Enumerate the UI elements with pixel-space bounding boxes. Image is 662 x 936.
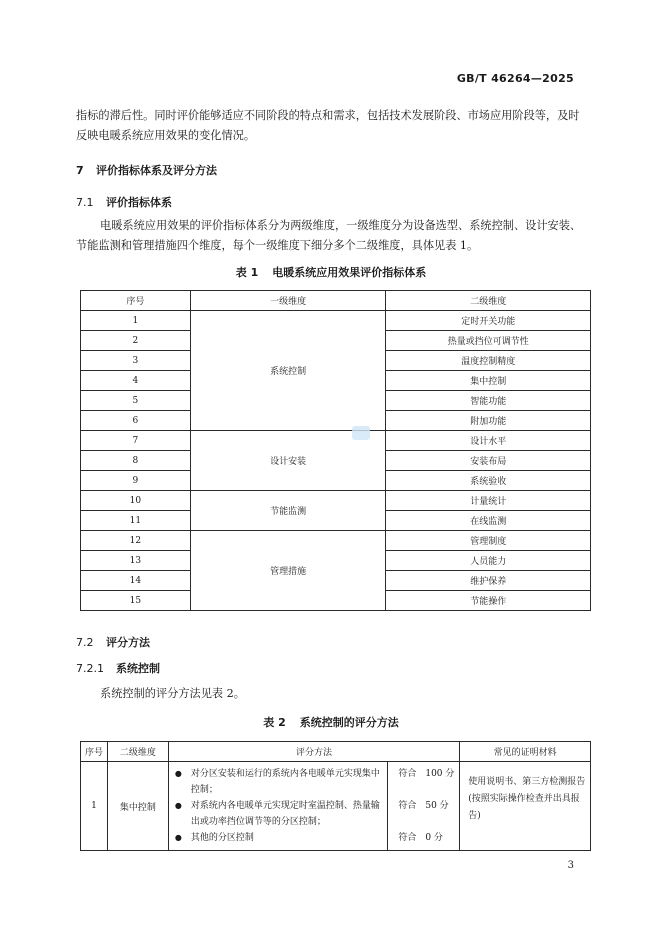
- section-title: 评价指标体系: [106, 196, 172, 209]
- caption-title: 电暖系统应用效果评价指标体系: [272, 266, 427, 279]
- second-dimension-cell: 安装布局: [386, 451, 591, 471]
- section-number: 7.2: [76, 636, 94, 649]
- header-cell: 序号: [81, 291, 191, 311]
- row-number: 3: [81, 351, 191, 371]
- second-dimension-cell: 定时开关功能: [386, 311, 591, 331]
- first-dimension-cell: 系统控制: [190, 311, 386, 431]
- section-7-2-heading: [76, 634, 150, 650]
- caption-number: 表 2: [263, 716, 286, 729]
- header-cell: 二级维度: [386, 291, 591, 311]
- caption-title: 系统控制的评分方法: [299, 716, 399, 729]
- table-2-caption: [76, 714, 586, 730]
- method-cell: [168, 762, 388, 851]
- row-number: 6: [81, 411, 191, 431]
- score-cell: [388, 762, 460, 851]
- second-dimension-cell: 在线监测: [386, 511, 591, 531]
- second-dimension-cell: 设计水平: [386, 431, 591, 451]
- row-number: 14: [81, 571, 191, 591]
- first-dimension-cell: 节能监测: [190, 491, 386, 531]
- second-dimension-cell: 节能操作: [386, 591, 591, 611]
- header-cell: 一级维度: [190, 291, 386, 311]
- section-7-2-1-heading: [76, 660, 160, 676]
- header-cell: 常见的证明材料: [460, 742, 591, 762]
- table-1: [80, 290, 591, 611]
- row-number: 8: [81, 451, 191, 471]
- section-7-heading: [76, 162, 217, 178]
- section-number: 7: [76, 164, 84, 177]
- section-title: 评分方法: [106, 636, 150, 649]
- section-number: 7.1: [76, 196, 94, 209]
- row-number: 7: [81, 431, 191, 451]
- row-number: 13: [81, 551, 191, 571]
- row-number: 9: [81, 471, 191, 491]
- standard-number: GB/T 46264—2025: [456, 72, 574, 85]
- intro-paragraph: 指标的滞后性。同时评价能够适应不同阶段的特点和需求，包括技术发展阶段、市场应用阶段等，及时反映电暖系统应用效果的变化情况。: [76, 109, 580, 142]
- second-dimension-cell: 管理制度: [386, 531, 591, 551]
- evidence-cell: 使用说明书、第三方检测报告(按照实际操作检查并出具报告): [460, 762, 591, 851]
- section-number: 7.2.1: [76, 662, 104, 675]
- first-dimension-cell: 管理措施: [190, 531, 386, 611]
- caption-number: 表 1: [235, 266, 259, 279]
- method-text: 其他的分区控制: [190, 833, 254, 843]
- header-cell: 序号: [81, 742, 108, 762]
- watermark-logo: [352, 426, 370, 440]
- row-number: 10: [81, 491, 191, 511]
- score-text: 符合 100 分: [398, 769, 455, 779]
- second-dimension-cell: 温度控制精度: [386, 351, 591, 371]
- table-row: [81, 762, 591, 851]
- second-dimension-cell: 计量统计: [386, 491, 591, 511]
- table-row: [81, 431, 591, 451]
- section-7-2-1-paragraph: 系统控制的评分方法见表 2。: [100, 687, 245, 700]
- table-1-caption: [76, 264, 586, 280]
- method-item: [175, 798, 384, 830]
- row-number: 1: [81, 762, 108, 851]
- row-number: 2: [81, 331, 191, 351]
- second-dimension-cell: 附加功能: [386, 411, 591, 431]
- bullet-icon: ●: [174, 769, 182, 778]
- second-dimension-cell: 智能功能: [386, 391, 591, 411]
- table-header-row: [81, 291, 591, 311]
- second-dimension-cell: 系统验收: [386, 471, 591, 491]
- section-7-1-paragraph: 电暖系统应用效果的评价指标体系分为两级维度，一级维度分为设备选型、系统控制、设计安装、节能监测和管理措施四个维度，每个一级维度下细分多个二级维度，具体见表 1。: [76, 219, 582, 252]
- method-text: 对分区安装和运行的系统内各电暖单元实现集中控制；: [190, 769, 380, 795]
- row-number: 4: [81, 371, 191, 391]
- table-row: [81, 531, 591, 551]
- second-dimension-cell: 热量或挡位可调节性: [386, 331, 591, 351]
- section-7-1-heading: [76, 194, 172, 210]
- score-text: 符合 50 分: [398, 801, 449, 811]
- section-title: 评价指标体系及评分方法: [96, 164, 217, 177]
- row-number: 5: [81, 391, 191, 411]
- second-dimension-cell: 维护保养: [386, 571, 591, 591]
- header-cell: 评分方法: [168, 742, 459, 762]
- table-header-row: [81, 742, 591, 762]
- row-number: 11: [81, 511, 191, 531]
- table-row: [81, 491, 591, 511]
- header-cell: 二级维度: [107, 742, 168, 762]
- table-row: [81, 311, 591, 331]
- method-item: [175, 830, 384, 846]
- method-text: 对系统内各电暖单元实现定时室温控制、热量输出或功率挡位调节等的分区控制；: [190, 801, 380, 827]
- row-number: 1: [81, 311, 191, 331]
- second-dimension-cell: 集中控制: [386, 371, 591, 391]
- score-text: 符合 0 分: [398, 833, 443, 843]
- first-dimension-cell: 设计安装: [190, 431, 386, 491]
- table-2: [80, 741, 591, 851]
- page-number: 3: [567, 860, 574, 871]
- row-number: 12: [81, 531, 191, 551]
- second-dimension-cell: 人员能力: [386, 551, 591, 571]
- bullet-icon: ●: [174, 833, 182, 842]
- second-dimension-cell: 集中控制: [107, 762, 168, 851]
- method-item: [175, 766, 384, 798]
- section-title: 系统控制: [116, 662, 160, 675]
- bullet-icon: ●: [174, 801, 182, 810]
- row-number: 15: [81, 591, 191, 611]
